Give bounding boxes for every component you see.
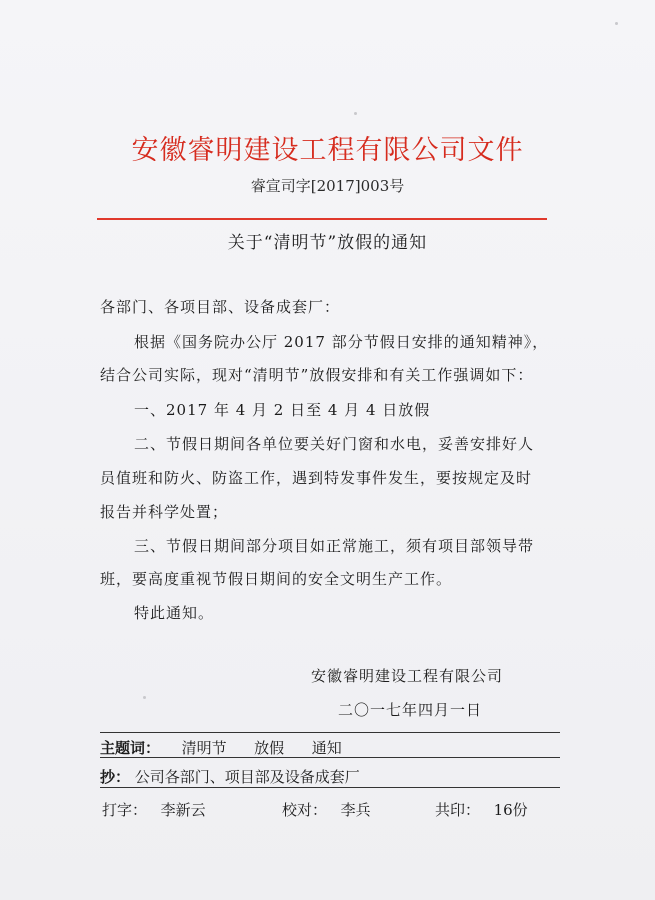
proofreader-name: 李兵 [340,801,371,819]
subject-word: 放假 [254,739,285,757]
signature-company: 安徽睿明建设工程有限公司 [311,667,504,685]
proofreader-label: 校对： [282,801,328,819]
cc-row [100,766,360,787]
proofreader-field [282,799,371,820]
notice-title: 关于“清明节”放假的通知 [227,233,428,253]
paper-speck [143,696,146,699]
copies-label: 共印： [435,801,481,819]
cc-label: 抄： [100,768,131,786]
paragraph-1-line-2: 结合公司实际，现对“清明节”放假安排和有关工作强调如下： [100,366,534,384]
item-2-line-1: 二、节假日期间各单位要关好门窗和水电，妥善安排好人 [134,435,535,453]
closing-remark: 特此通知。 [134,604,215,622]
header-red-rule [97,218,547,220]
paragraph-1-line-1: 根据《国务院办公厅 2017 部分节假日安排的通知精神》， [134,333,549,351]
paper-speck [615,22,618,25]
typist-field [102,799,206,820]
subject-words-row [100,737,342,758]
subject-word: 清明节 [181,739,227,757]
paper-speck [354,112,357,115]
signature-date: 二〇一七年四月一日 [338,701,483,719]
subject-top-rule [100,732,560,733]
subject-words-label: 主题词： [100,739,161,757]
item-3-line-1: 三、节假日期间部分项目如正常施工，须有项目部领导带 [134,537,535,555]
company-document-title: 安徽睿明建设工程有限公司文件 [131,135,524,166]
item-2-line-3: 报告并科学处置； [100,503,229,521]
salutation: 各部门、各项目部、设备成套厂： [100,298,341,316]
document-number: 睿宣司字[2017]003号 [250,177,405,195]
copies-value: 16份 [493,801,528,819]
item-1: 一、2017 年 4 月 2 日至 4 月 4 日放假 [134,401,431,419]
typist-label: 打字： [102,801,148,819]
item-2-line-2: 员值班和防火、防盗工作，遇到特发事件发生，要按规定及时 [100,469,533,487]
subject-word: 通知 [311,739,342,757]
subject-bottom-rule [100,757,560,758]
cc-recipients: 公司各部门、项目部及设备成套厂 [134,768,360,786]
cc-bottom-rule [100,787,560,788]
item-3-line-2: 班，要高度重视节假日期间的安全文明生产工作。 [100,570,453,588]
copies-field [435,799,528,820]
typist-name: 李新云 [160,801,206,819]
